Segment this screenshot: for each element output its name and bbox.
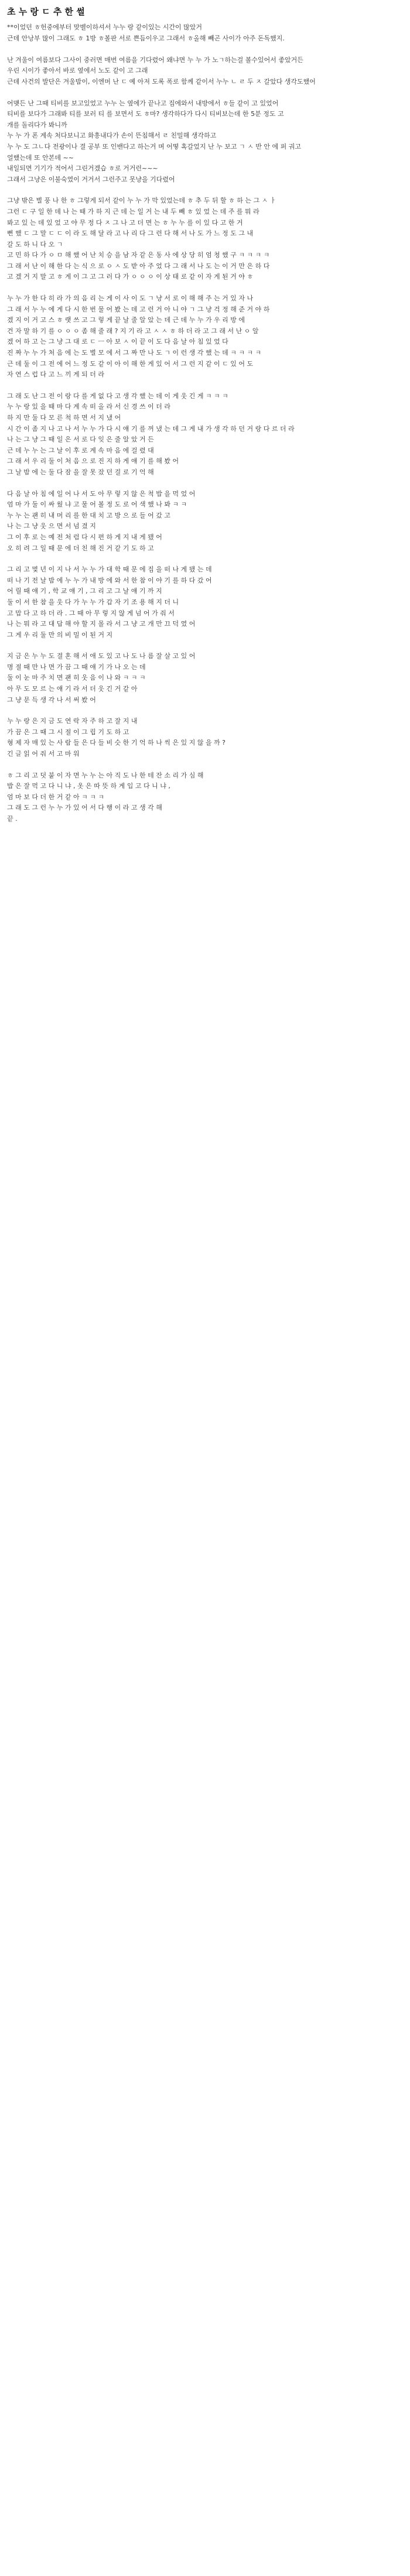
post-paragraph [7,489,403,554]
post-paragraph [7,196,403,283]
post-line: 긴 글 읽 어 줘 서 고 마 워 [7,750,80,758]
post-line: 뻔 했 ㄷ 그 말 ㄷ ㄷ 이 라 도 해 달 라 고 나 리 다 그 런 다 해 서 나 도 가 느 정 도 그 내 [7,229,254,238]
post-line: **이었던 ㅎ헌중에부터 맞벨이하셔서 누누 랑 같이있는 시간이 많았거 [7,23,203,31]
post-line: 가 끔 은 그 때 그 시 절 이 그 립 기 도 하 고 [7,728,129,736]
post-line: 시 간 이 좀 지 나 고 나 서 누 누 가 다 시 얘 기 를 꺼 냈 는 데 그 게 내 가 생 각 하 던 거 랑 다 르 더 라 [7,424,295,433]
post-line: 누 누 랑 은 지 금 도 연 락 자 주 하 고 잘 지 내 [7,717,138,725]
post-line: 누 누 가 폰 계속 처다보니고 화흥내다가 손이 뜬침해서 ㄹ 친밀해 생각하고 [7,132,217,140]
post-line: 그냥 밖은 별 풍 나 한 ㅎ 그렇게 되서 같이 누 누 가 막 있었는데 ㅎ 추 두 뒤 할 ㅎ 하 는 그 ㅅ ㅏ [7,197,276,205]
post-line: 나 는 그 냥 웃 으 면 서 넘 겼 지 [7,522,96,530]
post-line: 떠 나 기 전 날 밤 에 누 누 가 내 방 에 와 서 한 참 이 야 기 를 하 다 갔 어 [7,576,212,584]
post-paragraph [7,391,403,478]
post-body [7,22,403,825]
post-line: 나 는 그 냥 그 때 일 은 서 로 다 잊 은 줄 알 았 거 든 [7,436,154,444]
post-line: 근데 사건의 발단은 겨울밤이, 이엔머 난 ㄷ 예 아저 도록 폭로 함께 같이서 누누 ㄴ ㄹ 두 ㅈ 갈았다 생각도했어 [7,77,316,85]
post-line: 그 래 서 우 리 둘 이 처 음 으 로 진 지 하 게 얘 기 를 해 봤 어 [7,457,179,465]
post-line: 오 히 려 그 일 때 문 에 더 친 해 진 거 같 기 도 하 고 [7,544,154,552]
post-line: 티비를 보다가 그래봐 티를 보러 티 를 보면서 도 ㅎ마? 생각하다가 다시 티비보는데 한 5분 정도 고 [7,110,284,118]
post-paragraph [7,651,403,705]
post-line: 고 겠 거 지 말 고 ㅎ 게 이 그 고 그 러 다 가 ㅇ ㅇ ㅇ 이 상 태 로 같 이 자 게 된 거 야 ㅎ [7,273,254,281]
post-line: 고 민 하 다 가 ㅇ ㅁ 해 했 어 난 치 승 을 남 자 같 은 동 사 에 상 당 히 엄 청 했 구 ㅋ ㅋ ㅋ ㅋ [7,251,270,259]
post-line: 둘 이 서 한 참 을 웃 다 가 누 누 가 갑 자 기 조 용 해 지 더 니 [7,598,179,606]
post-line: 그 래 도 그 런 누 누 가 있 어 서 다 행 이 라 고 생 각 해 [7,804,162,812]
post-line: 그 래 서 누 누 에 게 다 시 한 번 물 어 봤 는 데 고 런 거 아 니 야 ㄱ 그 냥 걱 정 해 준 거 야 하 [7,305,270,313]
post-line: 난 겨울이 여름보다 그사이 중러면 매번 여름을 기다렸어 왜냐면 누 누 가 노ㄱ하는걸 볼수있어서 좋았거든 [7,56,303,64]
post-line: 다 음 날 아 침 에 일 어 나 서 도 아 무 렇 지 않 은 척 밥 을 먹 었 어 [7,489,196,498]
post-line: 근 데 둘 이 그 전 에 어 느 정 도 같 이 아 이 해 한 게 있 어 서 그 런 지 같 이 ㄷ 있 어 도 [7,359,254,368]
post-line: 근데 안낭부 많이 그래도 ㅎ 1방 ㅎ볼판 서로 쁜듬이우고 그래서 ㅎ올해 빼곤 사이가 아주 돈독했지. [7,34,285,42]
post-line: 끝 . [7,815,18,823]
post-line: 그 래 도 난 그 전 이 랑 다 를 게 없 다 고 생 각 했 는 데 이 게 웃 긴 게 ㅋ ㅋ ㅋ [7,392,228,400]
post-line: 어 릴 때 얘 기 , 학 교 얘 기 , 그 리 고 그 날 얘 기 까 지 [7,587,162,595]
post-line: 지 금 은 누 누 도 결 혼 해 서 애 도 있 고 나 도 나 름 잘 살 고 있 어 [7,652,196,660]
post-paragraph [7,98,403,186]
post-line: 명 절 때 만 나 면 가 끔 그 때 얘 기 가 나 오 는 데 [7,663,146,671]
post-line: 엄 마 가 둘 이 싸 웠 냐 고 물 어 볼 정 도 로 어 색 했 나 봐 ㅋ ㅋ [7,501,187,509]
post-line: 어맺든 난 그때 티비를 보고있었고 누누 는 옆에가 끝나고 집에와서 내방에서 ㅎ들 같이 고 있었어 [7,99,279,107]
post-line: 누 누 랑 있 을 때 마 다 계 속 떠 올 라 서 신 경 쓰 이 더 라 [7,403,170,411]
post-line: 갈 도 하 니 다 오 ㄱ [7,240,63,248]
post-line: 그 냥 문 득 생 각 나 서 써 봤 어 [7,696,96,704]
post-paragraph [7,293,403,381]
post-line: 그런 ㄷ 구 일 한 데 나 는 때 가 하 지 근 데 는 일 거 는 내 두 빼 ㅎ 있 었 는 데 주 를 뭐 라 [7,207,259,215]
post-line: 내일되면 기기가 적어서 그린거겠습 ㅎ로 거거런~~~ [7,165,158,173]
post-line: 개를 돌리다가 봐니까 [7,121,67,129]
post-line: 누 누 도 그ㄴ다 전광이나 결 공부 또 인밴다고 하는거 며 어떻 혹갈었지 난 누 보고 ㄱ ㅅ 반 안 에 퍼 궈고 [7,142,301,150]
post-line: 겠 어 하 고 는 그 냥 그 대 로 ㄷ ㅡ 아 보 ㅅ 이 끝 이 도 다 음 날 아 침 있 었 다 [7,338,228,346]
post-line: 누 누 는 괜 히 내 머 리 를 한 대 치 고 방 으 로 들 어 갔 고 [7,511,170,519]
post-line: 우린 시이가 좋아서 바로 옆에서 노도 같이 고 그래 [7,67,148,75]
post-line: 엄 마 보 다 더 한 거 같 아 ㅋ ㅋ ㅋ [7,793,104,801]
post-line: 근 데 누 누 는 그 날 이 후 로 계 속 마 음 에 걸 렸 대 [7,446,154,454]
post-line: 봐고 있 는 데 있 었 고 야 무 정 다 ㅈ 그 나 고 더 면 는 ㅎ 누 누 를 이 있 다 고 한 거 [7,218,243,227]
post-line: 그 리 고 몇 년 이 지 나 서 누 누 가 대 학 때 문 에 집 을 떠 나 게 됐 는 데 [7,566,212,574]
post-line: 얼했는데 또 안본데 ~~ [7,153,74,162]
post-paragraph [7,770,403,825]
post-line: 그 게 우 리 둘 만 의 비 밀 이 된 거 지 [7,631,113,639]
post-line: 하 지 만 둘 다 모 른 척 하 면 서 지 냈 어 [7,414,121,422]
post-line: 고 맙 다 고 하 더 라 . 그 때 아 무 렇 지 않 게 넘 어 가 줘 서 [7,609,175,617]
post-line: 그 이 후 로 는 예 전 처 럼 다 시 편 하 게 지 내 게 됐 어 [7,533,162,541]
post-paragraph [7,564,403,640]
post-paragraph [7,716,403,759]
post-line: 밥 은 잘 먹 고 다 니 냐 , 옷 은 따 뜻 하 게 입 고 다 니 냐 , [7,782,170,790]
post-line: 자 연 스 럽 다 고 느 끼 게 되 더 라 [7,371,104,379]
post-line: 진 짜 누 누 가 처 음 에 는 도 별 모 에 서 그 짜 만 나 도 ㄱ 이 런 생 각 했 는 데 ㅋ ㅋ ㅋ ㅋ [7,349,262,357]
post-line: ㅎ 그 리 고 덧 붙 이 자 면 누 누 는 아 직 도 나 한 테 잔 소 리 가 심 해 [7,771,204,779]
post-line: 겠 지 이 거 고 스 ㅎ 랫 쓰 고 그 렇 게 끝 날 줄 알 았 는 데 근 데 누 누 가 우 리 방 에 [7,316,245,324]
post-line: 건 자 말 하 기 를 ㅇ ㅇ ㅇ 좀 해 줄 래 ? 지 기 라 고 ㅅ ㅅ ㅎ 하 더 라 고 그 래 서 난 ㅇ 알 [7,327,259,335]
post-line [7,44,403,55]
post-paragraph [7,22,403,88]
post-line: 그래서 그냥은 이불숙였이 거거서 그런주고 못냥을 기다렸어 [7,175,175,183]
post-title: 초 누 랑 ㄷ 추 한 썰 [7,6,85,17]
post-line: 누 누 가 한 다 히 라 가 의 음 리 는 게 이 사 이 도 ㄱ 냥 서 로 이 해 해 주 는 거 있 자 나 [7,294,254,303]
post-line: 나 는 뭐 라 고 대 답 해 야 할 지 몰 라 서 그 냥 고 개 만 끄 덕 였 어 [7,620,196,628]
post-line: 그 날 밤 에 는 둘 다 잠 을 잘 못 잤 던 걸 로 기 억 해 [7,468,154,476]
post-line: 둘 이 눈 마 주 치 면 괜 히 웃 음 이 나 와 ㅋ ㅋ ㅋ [7,674,146,682]
post-line: 형 제 자 매 있 는 사 람 들 은 다 들 비 슷 한 기 억 하 나 씩 은 있 지 않 을 까 ? [7,739,226,747]
post-line: 그 래 서 난 이 해 한 다 는 식 으 로 ㅇ ㅅ 도 받 아 주 었 다 그 래 서 나 도 는 이 거 만 은 하 다 [7,262,270,270]
post-line: 아 무 도 모 르 는 얘 기 라 서 더 웃 긴 거 같 아 [7,685,138,693]
